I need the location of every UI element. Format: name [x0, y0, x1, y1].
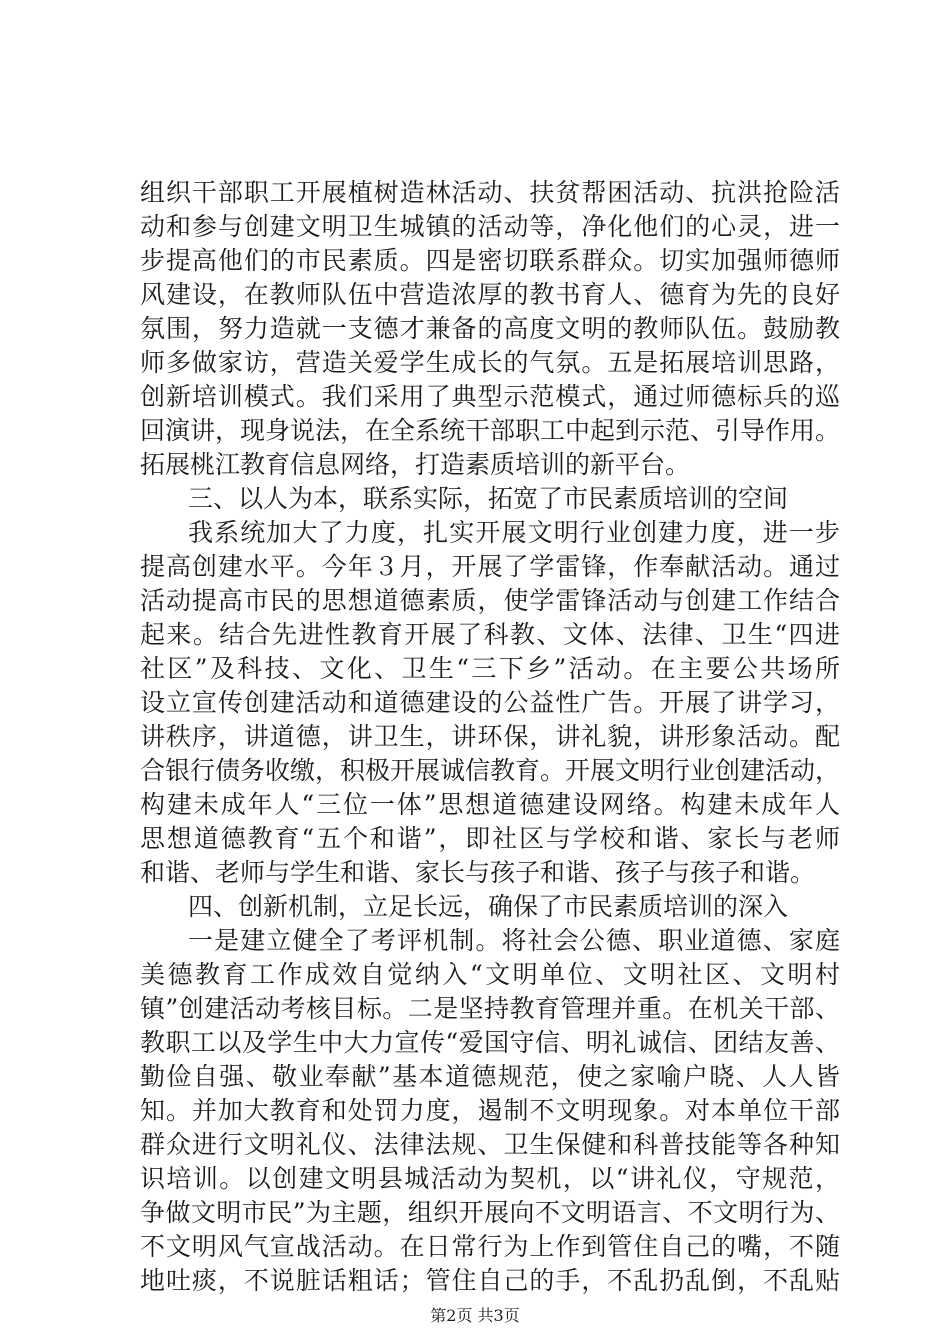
body-line: 步提高他们的市民素质。四是密切联系群众。切实加强师德师	[140, 246, 840, 275]
body-line: 勤俭自强、敬业奉献”基本道德规范，使之家喻户晓、人人皆	[140, 1062, 840, 1091]
body-line: 群众进行文明礼仪、法律法规、卫生保健和科普技能等各种知	[140, 1130, 840, 1159]
body-line: 和谐、老师与学生和谐、家长与孩子和谐、孩子与孩子和谐。	[140, 858, 816, 887]
body-line: 争做文明市民”为主题，组织开展向不文明语言、不文明行为、	[140, 1198, 840, 1227]
body-line: 活动提高市民的思想道德素质，使学雷锋活动与创建工作结合	[140, 586, 840, 615]
body-line: 提高创建水平。今年３月，开展了学雷锋，作奉献活动。通过	[140, 552, 840, 581]
body-line: 讲秩序，讲道德，讲卫生，讲环保，讲礼貌，讲形象活动。配	[140, 722, 840, 751]
body-line: 设立宣传创建活动和道德建设的公益性广告。开展了讲学习，	[140, 688, 840, 717]
body-line: 组织干部职工开展植树造林活动、扶贫帮困活动、抗洪抢险活	[140, 178, 840, 207]
section-heading-4: 四、创新机制，立足长远，确保了市民素质培训的深入	[188, 892, 789, 921]
body-line: 动和参与创建文明卫生城镇的活动等，净化他们的心灵，进一	[140, 212, 840, 241]
body-line: 镇”创建活动考核目标。二是坚持教育管理并重。在机关干部、	[140, 994, 840, 1023]
body-line: 风建设，在教师队伍中营造浓厚的教书育人、德育为先的良好	[140, 280, 840, 309]
body-line: 知。并加大教育和处罚力度，遏制不文明现象。对本单位干部	[140, 1096, 840, 1125]
body-line: 我系统加大了力度，扎实开展文明行业创建力度，进一步	[188, 518, 840, 547]
page-number-footer: 第2页 共3页	[430, 1306, 520, 1325]
body-line: 教职工以及学生中大力宣传“爱国守信、明礼诚信、团结友善、	[140, 1028, 840, 1057]
body-line: 拓展桃江教育信息网络，打造素质培训的新平台。	[140, 450, 691, 479]
body-line: 一是建立健全了考评机制。将社会公德、职业道德、家庭	[188, 926, 840, 955]
body-line: 氛围，努力造就一支德才兼备的高度文明的教师队伍。鼓励教	[140, 314, 840, 343]
body-line: 识培训。以创建文明县城活动为契机，以“讲礼仪，守规范，	[140, 1164, 840, 1193]
section-heading-3: 三、以人为本，联系实际，拓宽了市民素质培训的空间	[188, 484, 789, 513]
body-line: 地吐痰，不说脏话粗话；管住自己的手，不乱扔乱倒，不乱贴	[140, 1266, 840, 1295]
body-line: 起来。结合先进性教育开展了科教、文体、法律、卫生“四进	[140, 620, 840, 649]
body-line: 不文明风气宣战活动。在日常行为上作到管住自己的嘴，不随	[140, 1232, 840, 1261]
body-line: 美德教育工作成效自觉纳入“文明单位、文明社区、文明村	[140, 960, 840, 989]
body-line: 构建未成年人“三位一体”思想道德建设网络。构建未成年人	[140, 790, 840, 819]
body-line: 回演讲，现身说法，在全系统干部职工中起到示范、引导作用。	[140, 416, 840, 445]
body-line: 思想道德教育“五个和谐”，即社区与学校和谐、家长与老师	[140, 824, 840, 853]
body-line: 师多做家访，营造关爱学生成长的气氛。五是拓展培训思路，	[140, 348, 840, 377]
body-line: 合银行债务收缴，积极开展诚信教育。开展文明行业创建活动，	[140, 756, 840, 785]
body-line: 社区”及科技、文化、卫生“三下乡”活动。在主要公共场所	[140, 654, 840, 683]
body-line: 创新培训模式。我们采用了典型示范模式，通过师德标兵的巡	[140, 382, 840, 411]
